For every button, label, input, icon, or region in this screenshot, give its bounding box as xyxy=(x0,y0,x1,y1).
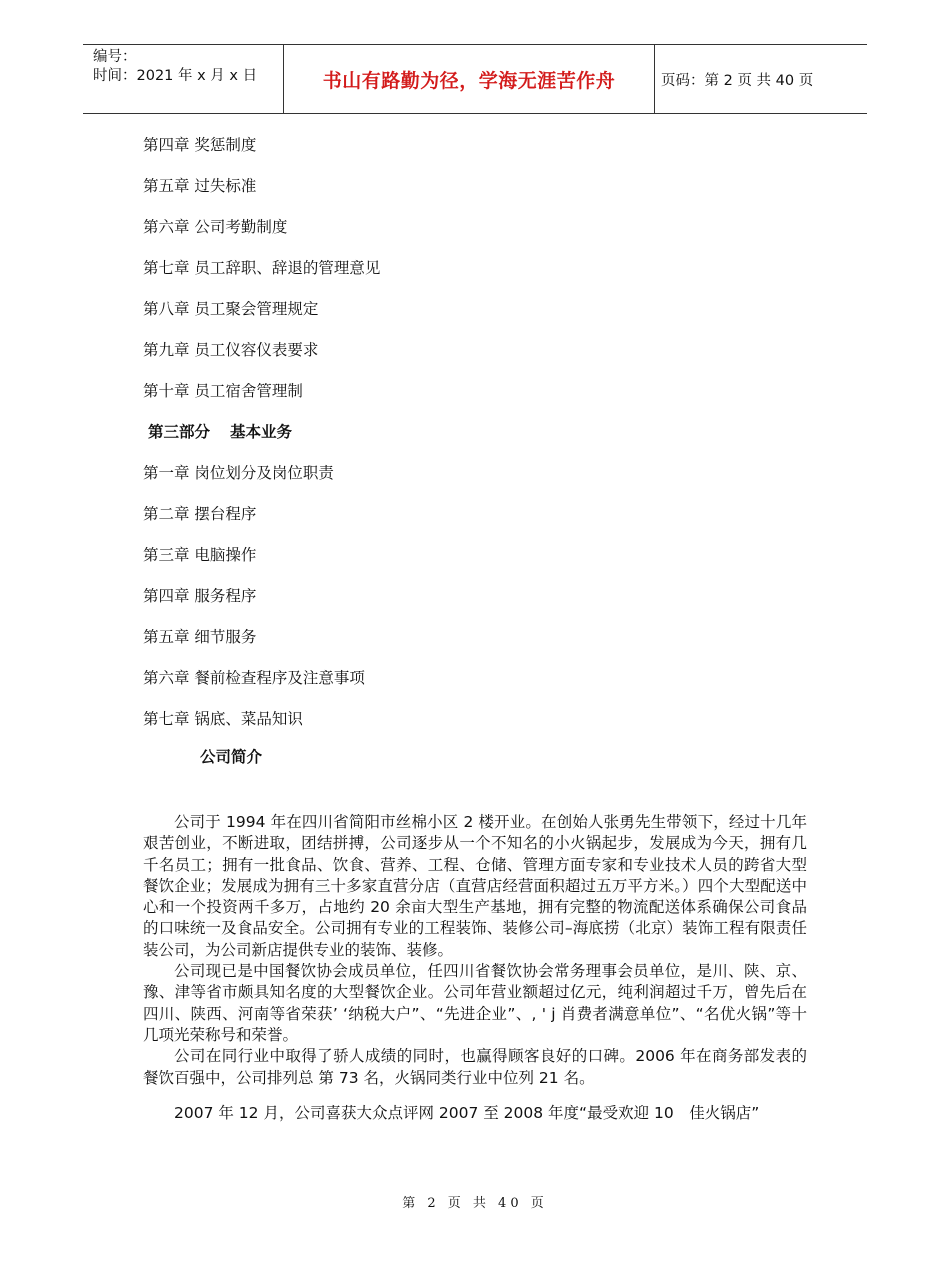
toc-item: 第十章 员工宿舍管理制 xyxy=(143,382,303,400)
toc-item: 第七章 员工辞职、辞退的管理意见 xyxy=(143,259,381,277)
toc-part-title: 基本业务 xyxy=(230,423,293,441)
toc-part-label: 第三部分 xyxy=(148,423,211,441)
toc-item: 第八章 员工聚会管理规定 xyxy=(143,300,319,318)
document-date: 时间：2021 年 x 月 x 日 xyxy=(93,68,258,84)
toc-item: 第六章 餐前检查程序及注意事项 xyxy=(143,669,365,687)
page-header xyxy=(83,44,867,114)
toc-item: 第九章 员工仪容仪表要求 xyxy=(143,341,319,359)
toc-item: 第四章 奖惩制度 xyxy=(143,136,257,154)
page-footer: 第 2 页 共 40 页 xyxy=(402,1196,548,1211)
document-number: 编号： xyxy=(93,49,137,65)
toc-part-heading xyxy=(143,417,843,458)
toc-item: 第四章 服务程序 xyxy=(143,587,257,605)
toc-item: 第五章 过失标准 xyxy=(143,177,257,195)
paragraph: 2007 年 12 月，公司喜获大众点评网 2007 至 2008 年度“最受欢迎 10 佳火锅店” xyxy=(174,1103,760,1122)
header-page-number: 页码：第 2 页 共 40 页 xyxy=(661,72,814,89)
toc-item: 第三章 电脑操作 xyxy=(143,546,257,564)
paragraph: 公司现已是中国餐饮协会成员单位，任四川省餐饮协会常务理事会员单位，是川、陕、京、豫、津等省市颇具知名度的大型餐饮企业。公司年营业额超过亿元，纯利润超过千万，曾先后在四川、陕西、河南等省荣获’ ‘纳税大户”、“先进企业”、, ' j 肖费者满意单位”、“名优火锅”等十几项光荣称号和荣誉。 xyxy=(143,962,807,1044)
paragraph: 公司于 1994 年在四川省简阳市丝棉小区 2 楼开业。在创始人张勇先生带领下，经过十几年艰苦创业，不断进取，团结拼搏，公司逐步从一个不知名的小火锅起步，发展成为今天，拥有几千名员工；拥有一批食品、饮食、营养、工程、仓储、管理方面专家和专业技术人员的跨省大型餐饮企业；发展成为拥有三十多家直营分店（直营店经营面积超过五万平方米。）四个大型配送中心和一个投资两千多万，占地约 20 余亩大型生产基地，拥有完整的物流配送体系确保公司食品的口味统一及食品安全。公司拥有专业的工程装饰、装修公司–海底捞（北京）装饰工程有限责任装公司，为公司新店提供专业的装饰、装修。 xyxy=(143,813,807,959)
company-introduction xyxy=(143,812,807,1124)
header-motto: 书山有路勤为径，学海无涯苦作舟 xyxy=(283,45,655,113)
toc-item: 第五章 细节服务 xyxy=(143,628,257,646)
toc-item: 第七章 锅底、菜品知识 xyxy=(143,710,303,728)
table-of-contents xyxy=(143,130,843,745)
header-meta xyxy=(93,45,283,116)
toc-item: 第一章 岗位划分及岗位职责 xyxy=(143,464,334,482)
toc-item: 第六章 公司考勤制度 xyxy=(143,218,288,236)
toc-item: 第二章 摆台程序 xyxy=(143,505,257,523)
section-title: 公司简介 xyxy=(200,748,263,766)
paragraph: 公司在同行业中取得了骄人成绩的同时，也赢得顾客良好的口碑。2006 年在商务部发表的餐饮百强中，公司排列总 第 73 名，火锅同类行业中位列 21 名。 xyxy=(143,1047,807,1087)
